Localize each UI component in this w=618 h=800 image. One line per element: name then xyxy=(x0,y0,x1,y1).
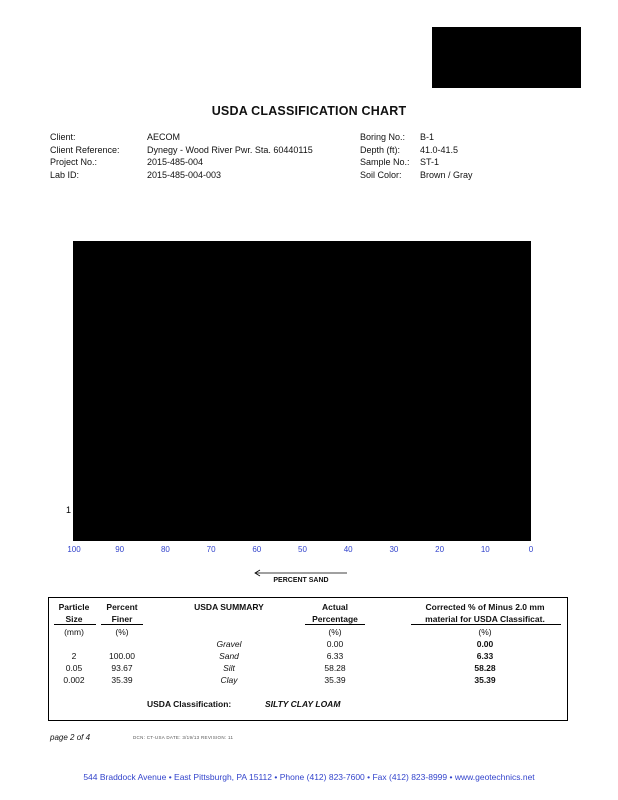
row-sand-name: Sand xyxy=(219,651,239,661)
sample-no-value: ST-1 xyxy=(420,157,440,167)
x-tick-label: 100 xyxy=(67,545,81,554)
x-tick-label: 50 xyxy=(298,545,307,554)
boring-no-value: B-1 xyxy=(420,132,435,142)
page-number: page 2 of 4 xyxy=(50,733,91,742)
client-reference-value: Dynegy - Wood River Pwr. Sta. 60440115 xyxy=(147,144,313,155)
redacted-logo-block xyxy=(432,27,581,88)
row-clay-actual: 35.39 xyxy=(324,675,346,685)
row-clay-finer: 35.39 xyxy=(111,675,133,685)
row-silt-actual: 58.28 xyxy=(324,663,346,673)
lab-id-value: 2015-485-004-003 xyxy=(147,169,222,180)
info-labels-left xyxy=(50,131,120,181)
x-tick-label: 70 xyxy=(206,545,216,554)
header-divider xyxy=(101,624,143,625)
unit-pct-actual: (%) xyxy=(328,627,342,637)
boring-no-label: Boring No.: xyxy=(360,132,406,142)
info-values-right xyxy=(420,131,473,181)
x-tick-label: 40 xyxy=(343,545,353,554)
redacted-chart-area xyxy=(73,241,531,541)
client-value: AECOM xyxy=(147,132,181,142)
row-sand-size: 2 xyxy=(71,651,77,661)
header-corrected-1: Corrected % of Minus 2.0 mm xyxy=(425,602,545,612)
row-silt-size: 0.05 xyxy=(65,663,83,673)
soil-color-label: Soil Color: xyxy=(360,169,402,180)
x-tick-label: 90 xyxy=(115,545,125,554)
row-clay-size: 0.002 xyxy=(63,675,85,685)
header-finer: Finer xyxy=(111,614,133,624)
row-silt-finer: 93.67 xyxy=(111,663,133,673)
row-gravel-actual: 0.00 xyxy=(326,639,344,649)
chart-axis-fragment: 1 xyxy=(66,505,72,515)
sample-no-label: Sample No.: xyxy=(360,157,410,167)
client-reference-label: Client Reference: xyxy=(50,144,120,155)
x-tick-label: 30 xyxy=(389,545,399,554)
unit-mm: (mm) xyxy=(64,627,84,637)
row-sand-finer: 100.00 xyxy=(109,651,135,661)
x-tick-label: 10 xyxy=(480,545,490,554)
header-percentage: Percentage xyxy=(312,614,358,624)
row-sand-corrected: 6.33 xyxy=(476,651,494,661)
depth-label: Depth (ft): xyxy=(360,144,401,155)
header-divider xyxy=(411,624,561,625)
usda-summary-table xyxy=(48,597,568,721)
project-no-label: Project No.: xyxy=(50,157,98,167)
header-divider xyxy=(305,624,365,625)
header-actual: Actual xyxy=(322,602,348,612)
info-values-left xyxy=(147,131,313,181)
row-gravel-name: Gravel xyxy=(216,639,242,649)
classification-label: USDA Classification: xyxy=(147,699,232,709)
project-no-value: 2015-485-004 xyxy=(147,157,204,167)
row-silt-corrected: 58.28 xyxy=(474,663,496,673)
x-tick-label: 80 xyxy=(160,545,170,554)
unit-pct-corrected: (%) xyxy=(478,627,492,637)
row-clay-name: Clay xyxy=(220,675,238,685)
row-gravel-corrected: 0.00 xyxy=(476,639,494,649)
revision-code: DCN: CT-USA DATE: 3/19/13 REVISION: 11 xyxy=(133,735,234,740)
classification-value: SILTY CLAY LOAM xyxy=(265,699,341,709)
x-axis-label: PERCENT SAND xyxy=(273,577,329,584)
header-divider xyxy=(54,624,96,625)
header-particle: Particle xyxy=(58,602,90,612)
x-axis-ticks xyxy=(0,545,618,557)
header-corrected-2: material for USDA Classificat. xyxy=(425,614,545,624)
x-tick-label: 20 xyxy=(435,545,445,554)
row-sand-actual: 6.33 xyxy=(326,651,344,661)
info-labels-right xyxy=(360,131,410,181)
company-address: 544 Braddock Avenue • East Pittsburgh, PA 15112 • Phone (412) 823-7600 • Fax (412) 823-8999 • www.geotechnics.net xyxy=(83,772,535,782)
depth-value: 41.0-41.5 xyxy=(420,144,459,155)
soil-color-value: Brown / Gray xyxy=(420,169,473,180)
lab-id-label: Lab ID: xyxy=(50,169,80,180)
x-tick-label: 0 xyxy=(528,545,534,554)
row-silt-name: Silt xyxy=(223,663,235,673)
page-title: USDA CLASSIFICATION CHART xyxy=(211,104,407,118)
header-size: Size xyxy=(65,614,83,624)
x-tick-label: 60 xyxy=(252,545,262,554)
header-usda-summary: USDA SUMMARY xyxy=(194,602,264,612)
row-clay-corrected: 35.39 xyxy=(474,675,496,685)
client-label: Client: xyxy=(50,132,76,142)
header-percent: Percent xyxy=(106,602,138,612)
unit-pct-finer: (%) xyxy=(115,627,129,637)
